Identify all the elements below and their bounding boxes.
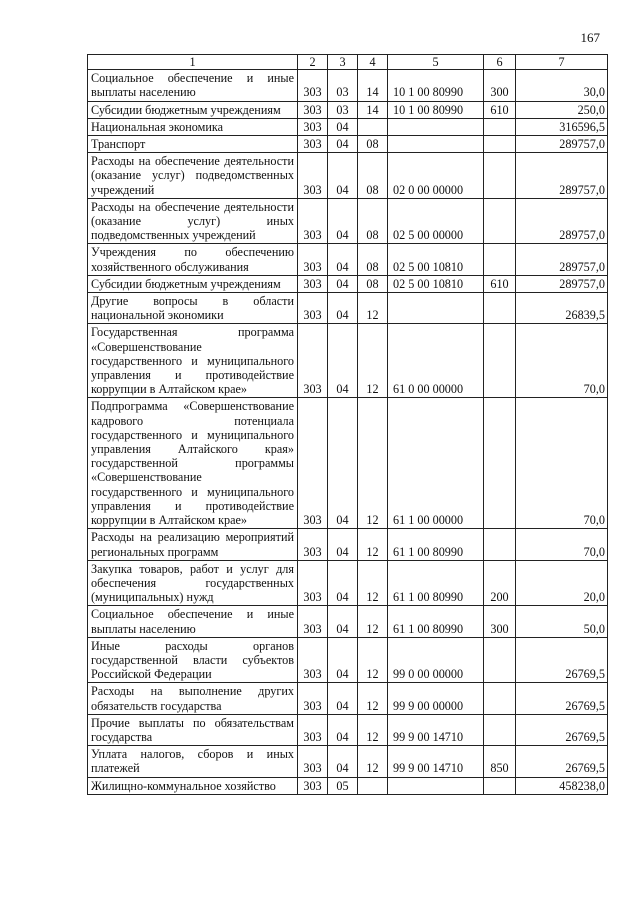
row-code-cell-c2: 303 (298, 637, 328, 683)
row-code-cell-c7: 289757,0 (516, 136, 608, 153)
row-code-cell-c3: 04 (328, 293, 358, 324)
row-code-cell-c3: 04 (328, 529, 358, 560)
row-code-cell-c6 (484, 637, 516, 683)
row-code-cell-c5: 02 5 00 10810 (388, 244, 484, 275)
row-code-cell-c3: 04 (328, 275, 358, 292)
row-code-cell-c5: 99 9 00 00000 (388, 683, 484, 714)
row-code-cell-c2: 303 (298, 244, 328, 275)
row-name-cell: Транспорт (88, 136, 298, 153)
row-code-cell-c3: 04 (328, 198, 358, 244)
row-code-cell-c5: 02 5 00 10810 (388, 275, 484, 292)
row-code-cell-c7: 30,0 (516, 70, 608, 101)
row-code-cell-c7: 26839,5 (516, 293, 608, 324)
row-code-cell-c3: 04 (328, 244, 358, 275)
row-code-cell-c7: 289757,0 (516, 153, 608, 199)
row-code-cell-c7: 70,0 (516, 398, 608, 529)
row-code-cell-c2: 303 (298, 293, 328, 324)
row-code-cell-c2: 303 (298, 560, 328, 606)
row-code-cell-c6 (484, 293, 516, 324)
row-code-cell-c3: 04 (328, 118, 358, 135)
header-cell: 1 (88, 55, 298, 70)
row-code-cell-c2: 303 (298, 118, 328, 135)
row-code-cell-c6 (484, 529, 516, 560)
row-code-cell-c4: 12 (358, 398, 388, 529)
row-code-cell-c4: 08 (358, 275, 388, 292)
row-name-cell: Подпрограмма «Совершенствование кадрового потенциала государственного и муниципального управления Алтайского края» государственной программы «Совершенствование государственного и муниципального управления и противодействие коррупции в Алтайском крае» (88, 398, 298, 529)
row-code-cell-c6: 200 (484, 560, 516, 606)
row-code-cell-c2: 303 (298, 70, 328, 101)
row-code-cell-c5: 61 1 00 80990 (388, 560, 484, 606)
row-code-cell-c2: 303 (298, 777, 328, 794)
row-code-cell-c5 (388, 136, 484, 153)
row-code-cell-c3: 05 (328, 777, 358, 794)
row-code-cell-c4: 12 (358, 746, 388, 777)
row-name-cell: Иные расходы органов государственной власти субъектов Российской Федерации (88, 637, 298, 683)
row-code-cell-c7: 26769,5 (516, 746, 608, 777)
row-code-cell-c5: 61 1 00 00000 (388, 398, 484, 529)
row-code-cell-c2: 303 (298, 198, 328, 244)
row-code-cell-c5 (388, 118, 484, 135)
row-code-cell-c4: 12 (358, 606, 388, 637)
row-code-cell-c3: 04 (328, 136, 358, 153)
row-name-cell: Прочие выплаты по обязательствам государства (88, 714, 298, 745)
row-code-cell-c5 (388, 777, 484, 794)
table-row (88, 560, 608, 606)
row-code-cell-c2: 303 (298, 136, 328, 153)
page-number: 167 (580, 30, 600, 45)
row-code-cell-c7: 26769,5 (516, 714, 608, 745)
row-code-cell-c6: 850 (484, 746, 516, 777)
row-code-cell-c6 (484, 714, 516, 745)
row-code-cell-c3: 03 (328, 70, 358, 101)
row-code-cell-c7: 289757,0 (516, 244, 608, 275)
row-code-cell-c7: 316596,5 (516, 118, 608, 135)
row-code-cell-c7: 289757,0 (516, 275, 608, 292)
table-row (88, 606, 608, 637)
row-code-cell-c7: 458238,0 (516, 777, 608, 794)
row-code-cell-c5: 10 1 00 80990 (388, 101, 484, 118)
row-code-cell-c2: 303 (298, 324, 328, 398)
table-row (88, 714, 608, 745)
row-code-cell-c6: 610 (484, 275, 516, 292)
row-code-cell-c5: 99 9 00 14710 (388, 746, 484, 777)
table-row (88, 683, 608, 714)
row-code-cell-c3: 04 (328, 324, 358, 398)
row-code-cell-c2: 303 (298, 714, 328, 745)
row-code-cell-c2: 303 (298, 746, 328, 777)
table-row (88, 529, 608, 560)
row-name-cell: Субсидии бюджетным учреждениям (88, 275, 298, 292)
row-code-cell-c3: 03 (328, 101, 358, 118)
row-code-cell-c6 (484, 324, 516, 398)
header-cell: 2 (298, 55, 328, 70)
row-code-cell-c6 (484, 153, 516, 199)
table-row (88, 136, 608, 153)
row-code-cell-c4: 08 (358, 198, 388, 244)
table-row (88, 637, 608, 683)
row-code-cell-c6: 300 (484, 606, 516, 637)
row-code-cell-c7: 70,0 (516, 324, 608, 398)
row-code-cell-c4: 12 (358, 293, 388, 324)
row-code-cell-c4: 12 (358, 714, 388, 745)
row-name-cell: Уплата налогов, сборов и иных платежей (88, 746, 298, 777)
row-code-cell-c6 (484, 198, 516, 244)
row-name-cell: Жилищно-коммунальное хозяйство (88, 777, 298, 794)
row-code-cell-c3: 04 (328, 153, 358, 199)
row-code-cell-c6 (484, 244, 516, 275)
header-cell: 4 (358, 55, 388, 70)
header-cell: 3 (328, 55, 358, 70)
row-name-cell: Расходы на обеспечение деятельности (оказание услуг) подведомственных учреждений (88, 153, 298, 199)
table-row (88, 777, 608, 794)
row-code-cell-c6 (484, 118, 516, 135)
row-code-cell-c7: 26769,5 (516, 637, 608, 683)
row-name-cell: Другие вопросы в области национальной экономики (88, 293, 298, 324)
row-code-cell-c4: 08 (358, 244, 388, 275)
table-row (88, 118, 608, 135)
header-cell: 7 (516, 55, 608, 70)
row-code-cell-c3: 04 (328, 606, 358, 637)
table-row (88, 198, 608, 244)
row-code-cell-c3: 04 (328, 637, 358, 683)
row-name-cell: Расходы на выполнение других обязательств государства (88, 683, 298, 714)
row-code-cell-c4: 12 (358, 637, 388, 683)
table-row (88, 244, 608, 275)
row-code-cell-c2: 303 (298, 275, 328, 292)
table-row (88, 293, 608, 324)
row-code-cell-c5: 61 1 00 80990 (388, 606, 484, 637)
table-row (88, 746, 608, 777)
row-code-cell-c7: 289757,0 (516, 198, 608, 244)
row-code-cell-c7: 20,0 (516, 560, 608, 606)
row-name-cell: Учреждения по обеспечению хозяйственного обслуживания (88, 244, 298, 275)
budget-table (87, 54, 608, 795)
row-code-cell-c4: 12 (358, 560, 388, 606)
row-code-cell-c3: 04 (328, 398, 358, 529)
row-code-cell-c3: 04 (328, 683, 358, 714)
row-code-cell-c4: 12 (358, 529, 388, 560)
header-cell: 6 (484, 55, 516, 70)
row-code-cell-c6 (484, 136, 516, 153)
row-code-cell-c7: 70,0 (516, 529, 608, 560)
row-code-cell-c5: 61 1 00 80990 (388, 529, 484, 560)
row-name-cell: Социальное обеспечение и иные выплаты населению (88, 606, 298, 637)
row-code-cell-c6 (484, 398, 516, 529)
row-code-cell-c3: 04 (328, 746, 358, 777)
row-code-cell-c7: 50,0 (516, 606, 608, 637)
row-name-cell: Государственная программа «Совершенствование государственного и муниципального управления и противодействие коррупции в Алтайском крае» (88, 324, 298, 398)
row-code-cell-c4: 14 (358, 101, 388, 118)
header-row (88, 55, 608, 70)
row-code-cell-c5: 61 0 00 00000 (388, 324, 484, 398)
row-code-cell-c4: 12 (358, 324, 388, 398)
row-code-cell-c2: 303 (298, 683, 328, 714)
table-row (88, 398, 608, 529)
row-code-cell-c5 (388, 293, 484, 324)
row-name-cell: Субсидии бюджетным учреждениям (88, 101, 298, 118)
row-code-cell-c6: 300 (484, 70, 516, 101)
table-row (88, 324, 608, 398)
row-code-cell-c3: 04 (328, 714, 358, 745)
row-name-cell: Национальная экономика (88, 118, 298, 135)
row-code-cell-c4 (358, 118, 388, 135)
table-row (88, 275, 608, 292)
row-code-cell-c4 (358, 777, 388, 794)
row-code-cell-c2: 303 (298, 529, 328, 560)
table-row (88, 101, 608, 118)
row-code-cell-c5: 99 0 00 00000 (388, 637, 484, 683)
row-code-cell-c4: 12 (358, 683, 388, 714)
row-code-cell-c5: 02 0 00 00000 (388, 153, 484, 199)
row-code-cell-c7: 250,0 (516, 101, 608, 118)
row-code-cell-c4: 14 (358, 70, 388, 101)
row-code-cell-c2: 303 (298, 153, 328, 199)
row-name-cell: Расходы на реализацию мероприятий региональных программ (88, 529, 298, 560)
row-code-cell-c4: 08 (358, 136, 388, 153)
row-code-cell-c5: 02 5 00 00000 (388, 198, 484, 244)
row-code-cell-c7: 26769,5 (516, 683, 608, 714)
row-code-cell-c2: 303 (298, 606, 328, 637)
row-code-cell-c5: 99 9 00 14710 (388, 714, 484, 745)
row-code-cell-c2: 303 (298, 101, 328, 118)
row-code-cell-c4: 08 (358, 153, 388, 199)
row-name-cell: Социальное обеспечение и иные выплаты населению (88, 70, 298, 101)
header-cell: 5 (388, 55, 484, 70)
row-name-cell: Закупка товаров, работ и услуг для обеспечения государственных (муниципальных) нужд (88, 560, 298, 606)
row-name-cell: Расходы на обеспечение деятельности (оказание услуг) иных подведомственных учреждений (88, 198, 298, 244)
row-code-cell-c6 (484, 683, 516, 714)
row-code-cell-c2: 303 (298, 398, 328, 529)
row-code-cell-c6 (484, 777, 516, 794)
row-code-cell-c5: 10 1 00 80990 (388, 70, 484, 101)
table-row (88, 70, 608, 101)
table-row (88, 153, 608, 199)
row-code-cell-c3: 04 (328, 560, 358, 606)
row-code-cell-c6: 610 (484, 101, 516, 118)
